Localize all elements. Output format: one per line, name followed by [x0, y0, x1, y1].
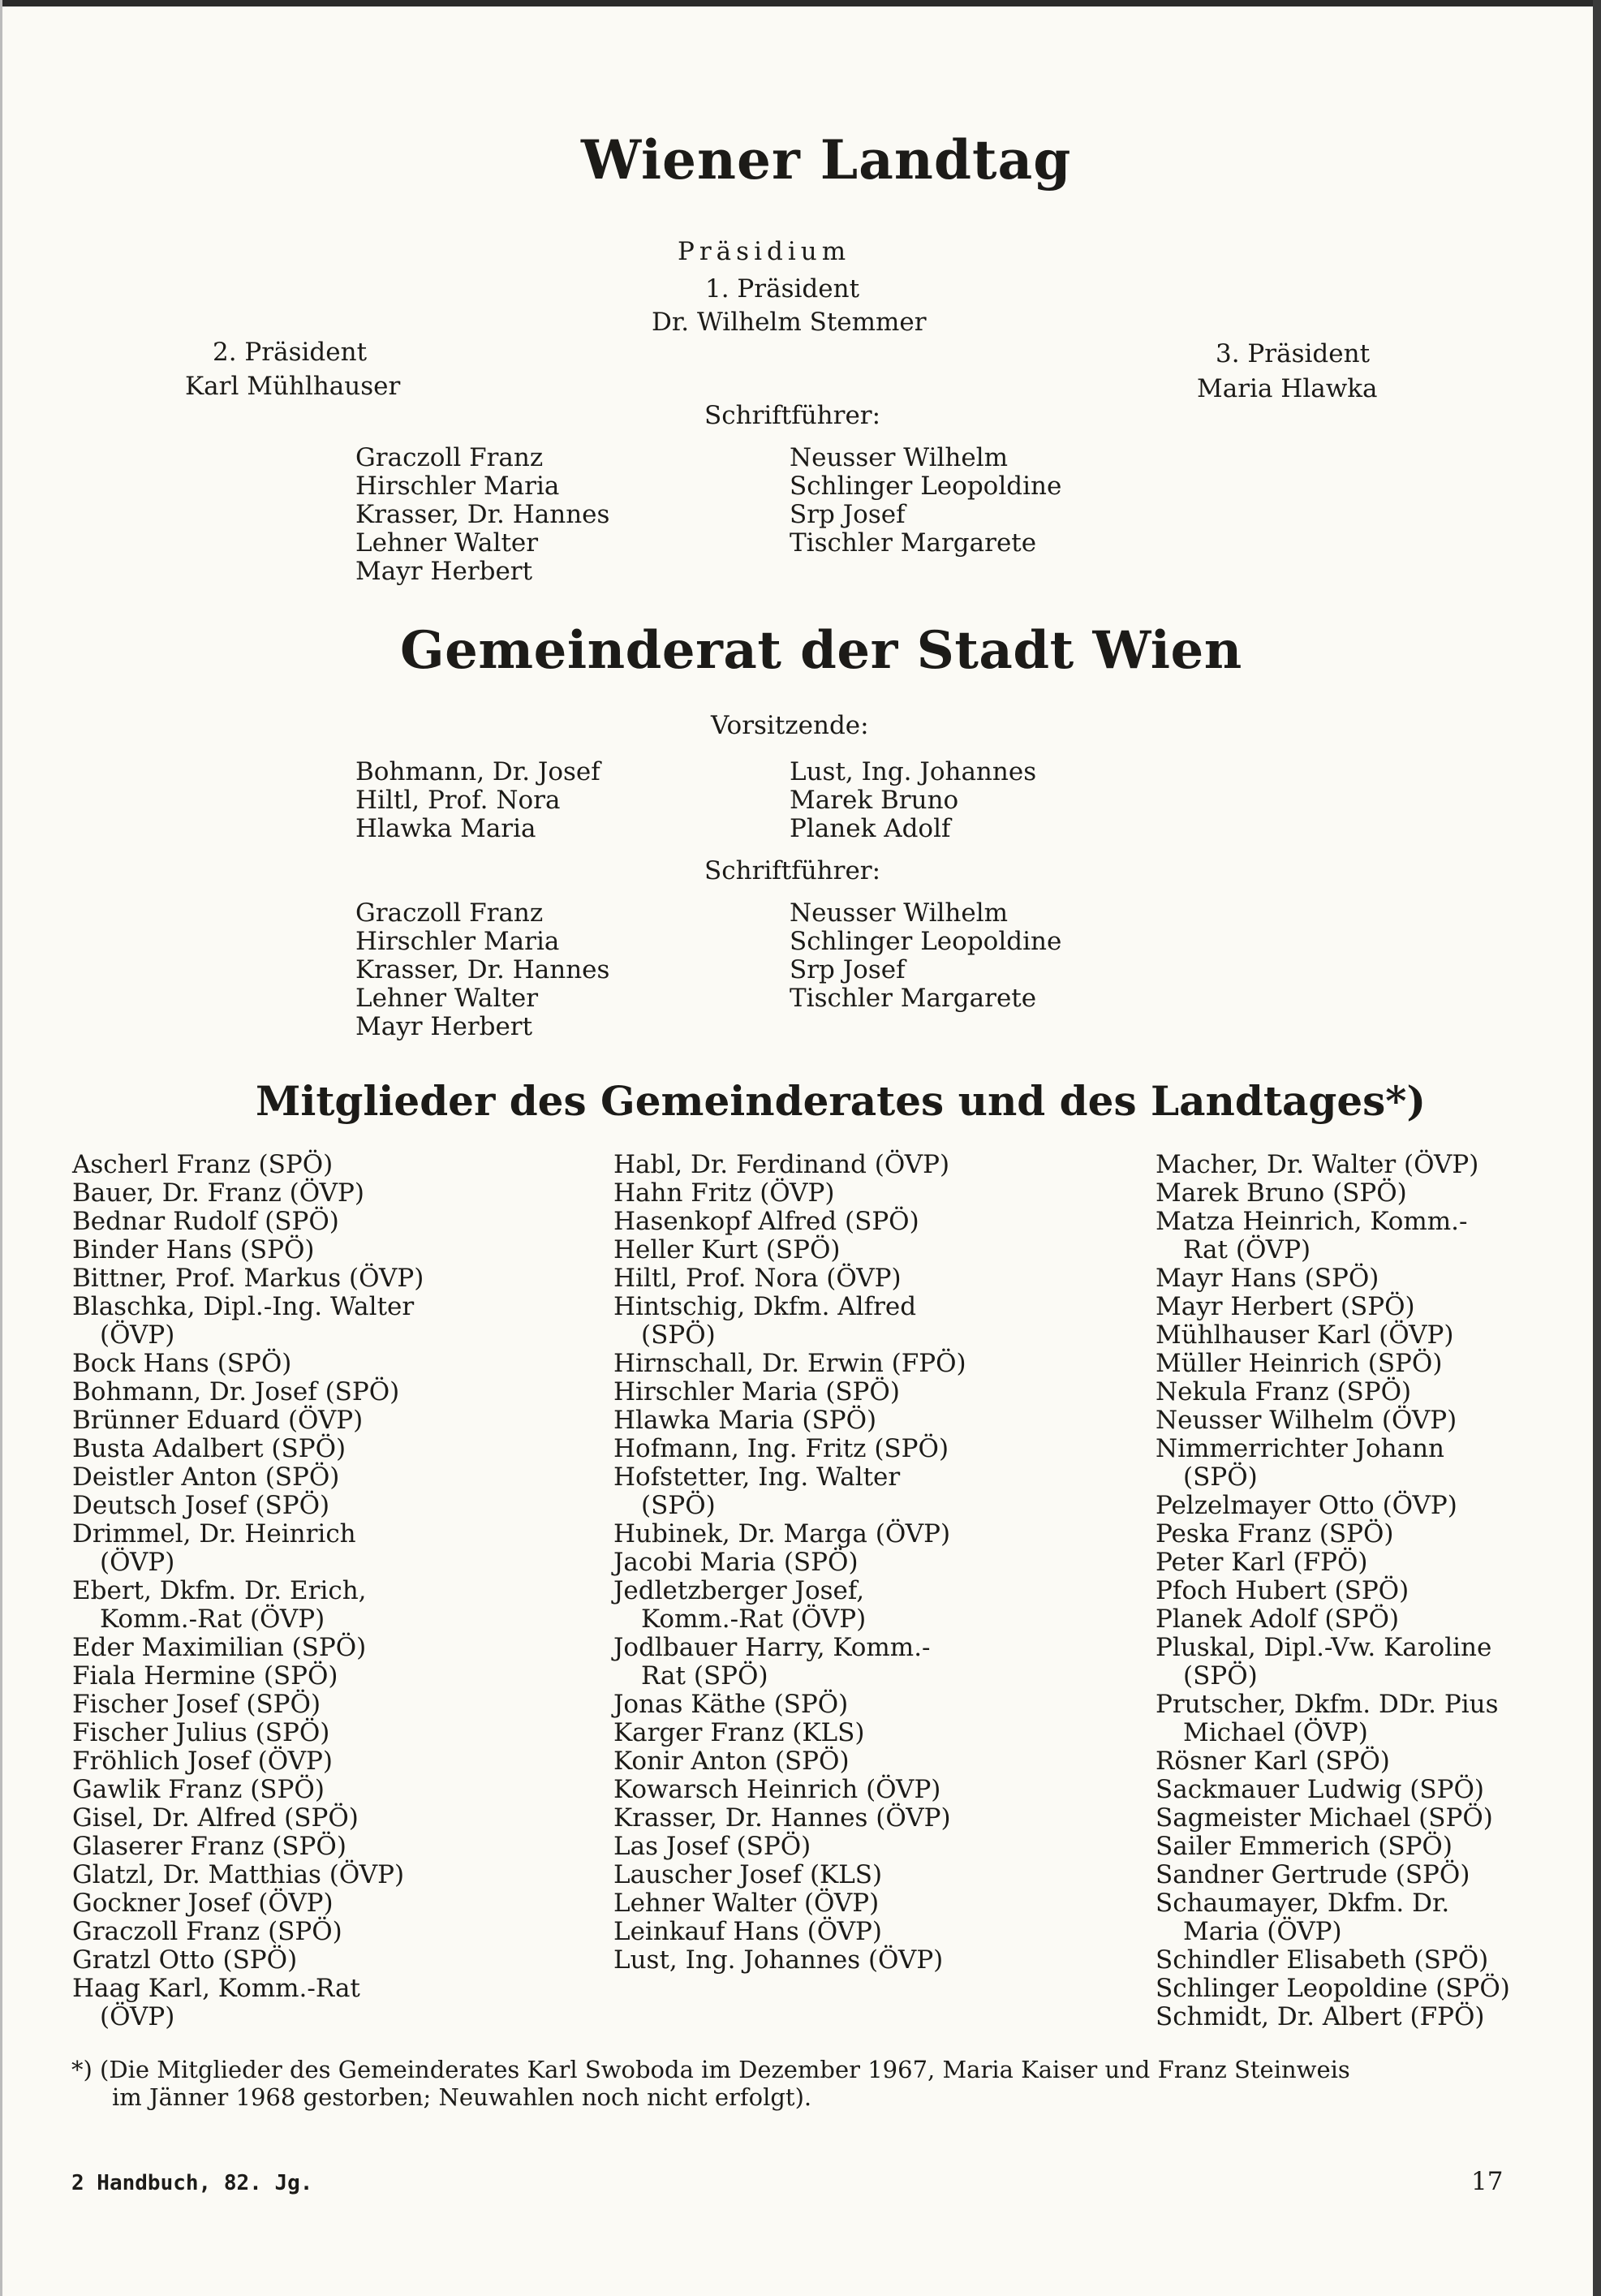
member-entry: Matza Heinrich, Komm.-	[1156, 1207, 1468, 1236]
members-title: Mitglieder des Gemeinderates und des Landtages*)	[256, 1077, 1427, 1125]
second-president-name: Karl Mühlhauser	[185, 372, 401, 401]
member-entry: Kowarsch Heinrich (ÖVP)	[613, 1775, 941, 1804]
member-entry: (SPÖ)	[641, 1320, 716, 1350]
first-president-label: 1. Präsident	[705, 274, 860, 304]
member-entry: Ascherl Franz (SPÖ)	[72, 1150, 334, 1179]
member-entry: Lauscher Josef (KLS)	[613, 1860, 883, 1889]
member-entry: Gisel, Dr. Alfred (SPÖ)	[72, 1803, 359, 1833]
member-entry: Pelzelmayer Otto (ÖVP)	[1156, 1491, 1457, 1520]
member-entry: Haag Karl, Komm.-Rat	[72, 1974, 360, 2003]
second-president-label: 2. Präsident	[213, 338, 368, 367]
member-entry: Hofstetter, Ing. Walter	[613, 1462, 901, 1492]
member-entry: Deistler Anton (SPÖ)	[72, 1462, 340, 1492]
list-item: Hlawka Maria	[355, 814, 536, 843]
member-entry: Jacobi Maria (SPÖ)	[613, 1548, 859, 1577]
landtag-schriftfuehrer-left	[355, 444, 609, 586]
list-item: Hiltl, Prof. Nora	[355, 786, 561, 815]
landtag-schriftfuehrer-label: Schriftführer:	[704, 401, 881, 430]
praesidium-label: Präsidium	[678, 237, 851, 266]
member-entry: Hirschler Maria (SPÖ)	[613, 1377, 900, 1406]
member-entry: Lehner Walter (ÖVP)	[613, 1889, 880, 1918]
list-item: Srp Josef	[790, 500, 906, 529]
member-entry: Mayr Herbert (SPÖ)	[1156, 1292, 1415, 1321]
list-item: Schlinger Leopoldine	[790, 927, 1062, 956]
member-entry: Peska Franz (SPÖ)	[1156, 1519, 1394, 1549]
member-entry: Schmidt, Dr. Albert (FPÖ)	[1156, 2002, 1485, 2031]
member-entry: Pfoch Hubert (SPÖ)	[1156, 1576, 1409, 1605]
member-entry: Hlawka Maria (SPÖ)	[613, 1406, 877, 1435]
member-entry: Lust, Ing. Johannes (ÖVP)	[613, 1945, 944, 1975]
member-entry: Rat (SPÖ)	[641, 1661, 768, 1691]
member-entry: Ebert, Dkfm. Dr. Erich,	[72, 1576, 367, 1605]
member-entry: Glaserer Franz (SPÖ)	[72, 1832, 346, 1861]
member-entry: Blaschka, Dipl.-Ing. Walter	[72, 1292, 415, 1321]
member-entry: Schlinger Leopoldine (SPÖ)	[1156, 1974, 1510, 2003]
member-entry: Nekula Franz (SPÖ)	[1156, 1377, 1412, 1406]
member-entry: Bohmann, Dr. Josef (SPÖ)	[72, 1377, 400, 1406]
member-entry: Gawlik Franz (SPÖ)	[72, 1775, 325, 1804]
footnote-line-2: im Jänner 1968 gestorben; Neuwahlen noch nicht erfolgt).	[112, 2083, 812, 2111]
members-column-1	[72, 1151, 424, 2031]
member-entry: (ÖVP)	[100, 2002, 175, 2031]
third-president-name: Maria Hlawka	[1197, 374, 1378, 403]
vorsitzende-label: Vorsitzende:	[711, 711, 869, 740]
printer-signature: 2 Handbuch, 82. Jg.	[71, 2171, 313, 2195]
member-entry: Karger Franz (KLS)	[613, 1718, 865, 1747]
member-entry: Bock Hans (SPÖ)	[72, 1349, 292, 1378]
member-entry: Maria (ÖVP)	[1183, 1917, 1342, 1946]
member-entry: Fiala Hermine (SPÖ)	[72, 1661, 338, 1691]
member-entry: Hahn Fritz (ÖVP)	[613, 1178, 835, 1208]
member-entry: Müller Heinrich (SPÖ)	[1156, 1349, 1443, 1378]
member-entry: Komm.-Rat (ÖVP)	[100, 1605, 325, 1634]
member-entry: Mayr Hans (SPÖ)	[1156, 1264, 1379, 1293]
gemeinderat-title: Gemeinderat der Stadt Wien	[400, 620, 1242, 681]
member-entry: Habl, Dr. Ferdinand (ÖVP)	[613, 1150, 950, 1179]
member-entry: Sandner Gertrude (SPÖ)	[1156, 1860, 1470, 1889]
list-item: Tischler Margarete	[790, 528, 1037, 558]
member-entry: Mühlhauser Karl (ÖVP)	[1156, 1320, 1454, 1350]
member-entry: Rösner Karl (SPÖ)	[1156, 1747, 1390, 1776]
member-entry: Nimmerrichter Johann	[1156, 1434, 1445, 1463]
member-entry: Peter Karl (FPÖ)	[1156, 1548, 1368, 1577]
first-president-name: Dr. Wilhelm Stemmer	[652, 308, 927, 337]
member-entry: (ÖVP)	[100, 1548, 175, 1577]
member-entry: Hiltl, Prof. Nora (ÖVP)	[613, 1264, 902, 1293]
member-entry: Deutsch Josef (SPÖ)	[72, 1491, 330, 1520]
member-entry: Schindler Elisabeth (SPÖ)	[1156, 1945, 1489, 1975]
list-item: Graczoll Franz	[355, 443, 544, 472]
member-entry: Rat (ÖVP)	[1183, 1235, 1311, 1264]
list-item: Lehner Walter	[355, 984, 539, 1013]
members-column-3	[1156, 1151, 1510, 2031]
list-item: Tischler Margarete	[790, 984, 1037, 1013]
member-entry: Komm.-Rat (ÖVP)	[641, 1605, 867, 1634]
member-entry: Schaumayer, Dkfm. Dr.	[1156, 1889, 1450, 1918]
member-entry: Michael (ÖVP)	[1183, 1718, 1368, 1747]
member-entry: Sailer Emmerich (SPÖ)	[1156, 1832, 1453, 1861]
member-entry: (SPÖ)	[1183, 1462, 1258, 1492]
member-entry: Hubinek, Dr. Marga (ÖVP)	[613, 1519, 951, 1549]
list-item: Marek Bruno	[790, 786, 959, 815]
member-entry: Bednar Rudolf (SPÖ)	[72, 1207, 339, 1236]
member-entry: Hofmann, Ing. Fritz (SPÖ)	[613, 1434, 949, 1463]
member-entry: Neusser Wilhelm (ÖVP)	[1156, 1406, 1457, 1435]
member-entry: Sackmauer Ludwig (SPÖ)	[1156, 1775, 1484, 1804]
member-entry: Jonas Käthe (SPÖ)	[613, 1690, 849, 1719]
member-entry: Konir Anton (SPÖ)	[613, 1747, 850, 1776]
member-entry: Gratzl Otto (SPÖ)	[72, 1945, 298, 1975]
member-entry: Las Josef (SPÖ)	[613, 1832, 811, 1861]
list-item: Neusser Wilhelm	[790, 443, 1009, 472]
list-item: Schlinger Leopoldine	[790, 472, 1062, 501]
member-entry: (SPÖ)	[641, 1491, 716, 1520]
member-entry: Prutscher, Dkfm. DDr. Pius	[1156, 1690, 1499, 1719]
vorsitzende-left	[355, 758, 600, 843]
members-column-2	[613, 1151, 966, 1975]
member-entry: Fischer Julius (SPÖ)	[72, 1718, 330, 1747]
member-entry: Jedletzberger Josef,	[613, 1576, 865, 1605]
member-entry: Leinkauf Hans (ÖVP)	[613, 1917, 882, 1946]
gemeinderat-schriftfuehrer-left	[355, 899, 609, 1041]
list-item: Lehner Walter	[355, 528, 539, 558]
list-item: Krasser, Dr. Hannes	[355, 955, 610, 984]
scan-border-top	[0, 0, 1601, 6]
page-number: 17	[1471, 2167, 1504, 2196]
member-entry: Drimmel, Dr. Heinrich	[72, 1519, 356, 1549]
list-item: Krasser, Dr. Hannes	[355, 500, 610, 529]
member-entry: (ÖVP)	[100, 1320, 175, 1350]
landtag-schriftfuehrer-right	[790, 444, 1061, 558]
third-president-label: 3. Präsident	[1216, 339, 1371, 368]
list-item: Mayr Herbert	[355, 1012, 533, 1041]
member-entry: Busta Adalbert (SPÖ)	[72, 1434, 346, 1463]
list-item: Mayr Herbert	[355, 557, 533, 586]
landtag-title: Wiener Landtag	[581, 128, 1072, 192]
member-entry: Hasenkopf Alfred (SPÖ)	[613, 1207, 919, 1236]
list-item: Bohmann, Dr. Josef	[355, 757, 600, 786]
member-entry: Sagmeister Michael (SPÖ)	[1156, 1803, 1493, 1833]
member-entry: Pluskal, Dipl.-Vw. Karoline	[1156, 1633, 1492, 1662]
member-entry: Eder Maximilian (SPÖ)	[72, 1633, 367, 1662]
member-entry: Graczoll Franz (SPÖ)	[72, 1917, 342, 1946]
list-item: Neusser Wilhelm	[790, 898, 1009, 928]
member-entry: Planek Adolf (SPÖ)	[1156, 1605, 1400, 1634]
member-entry: Gockner Josef (ÖVP)	[72, 1889, 334, 1918]
scan-border-left	[0, 0, 2, 2296]
list-item: Hirschler Maria	[355, 927, 560, 956]
list-item: Srp Josef	[790, 955, 906, 984]
member-entry: Brünner Eduard (ÖVP)	[72, 1406, 364, 1435]
scan-border-right	[1593, 0, 1601, 2296]
member-entry: Bittner, Prof. Markus (ÖVP)	[72, 1264, 424, 1293]
member-entry: Binder Hans (SPÖ)	[72, 1235, 315, 1264]
member-entry: Jodlbauer Harry, Komm.-	[613, 1633, 931, 1662]
list-item: Graczoll Franz	[355, 898, 544, 928]
footnote-line-1: *) (Die Mitglieder des Gemeinderates Karl Swoboda im Dezember 1967, Maria Kaiser und Franz Steinweis	[71, 2056, 1350, 2083]
member-entry: (SPÖ)	[1183, 1661, 1258, 1691]
member-entry: Hirnschall, Dr. Erwin (FPÖ)	[613, 1349, 966, 1378]
vorsitzende-right	[790, 758, 1036, 843]
list-item: Planek Adolf	[790, 814, 951, 843]
member-entry: Fischer Josef (SPÖ)	[72, 1690, 321, 1719]
member-entry: Hintschig, Dkfm. Alfred	[613, 1292, 917, 1321]
member-entry: Heller Kurt (SPÖ)	[613, 1235, 841, 1264]
gemeinderat-schriftfuehrer-label: Schriftführer:	[704, 856, 881, 885]
list-item: Lust, Ing. Johannes	[790, 757, 1037, 786]
member-entry: Marek Bruno (SPÖ)	[1156, 1178, 1407, 1208]
member-entry: Bauer, Dr. Franz (ÖVP)	[72, 1178, 364, 1208]
member-entry: Macher, Dr. Walter (ÖVP)	[1156, 1150, 1479, 1179]
member-entry: Krasser, Dr. Hannes (ÖVP)	[613, 1803, 951, 1833]
member-entry: Glatzl, Dr. Matthias (ÖVP)	[72, 1860, 405, 1889]
list-item: Hirschler Maria	[355, 472, 560, 501]
gemeinderat-schriftfuehrer-right	[790, 899, 1061, 1013]
member-entry: Fröhlich Josef (ÖVP)	[72, 1747, 333, 1776]
